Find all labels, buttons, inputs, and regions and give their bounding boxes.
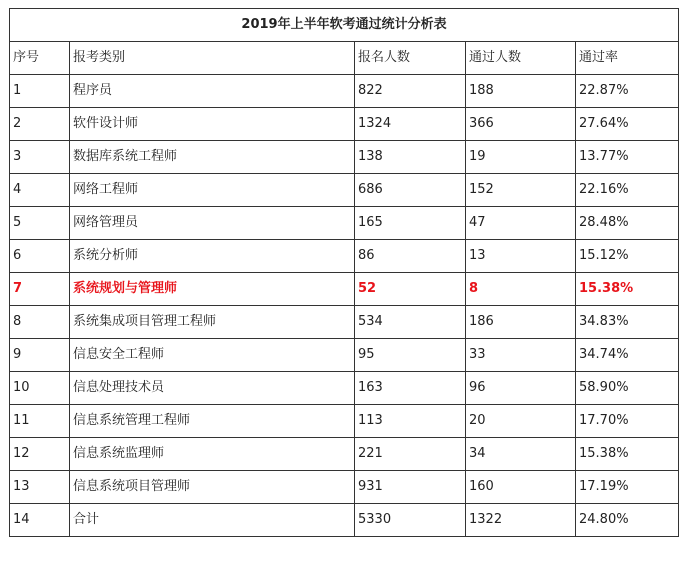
cell-passed: 366 <box>466 108 576 141</box>
cell-pass-rate: 28.48% <box>576 207 679 240</box>
pass-rate-table <box>9 8 679 537</box>
cell-category: 信息处理技术员 <box>70 372 355 405</box>
cell-index: 1 <box>10 75 70 108</box>
cell-applicants: 686 <box>355 174 466 207</box>
table-row-highlighted <box>10 273 679 306</box>
cell-applicants: 86 <box>355 240 466 273</box>
cell-category: 信息系统项目管理师 <box>70 471 355 504</box>
cell-passed: 152 <box>466 174 576 207</box>
cell-applicants: 221 <box>355 438 466 471</box>
table-row <box>10 405 679 438</box>
table-row <box>10 372 679 405</box>
cell-category: 信息系统监理师 <box>70 438 355 471</box>
cell-pass-rate: 34.74% <box>576 339 679 372</box>
stats-table-container <box>9 8 678 537</box>
cell-index: 8 <box>10 306 70 339</box>
cell-category: 网络管理员 <box>70 207 355 240</box>
cell-index: 7 <box>10 273 70 306</box>
cell-index: 11 <box>10 405 70 438</box>
cell-pass-rate: 34.83% <box>576 306 679 339</box>
header-index: 序号 <box>10 42 70 75</box>
table-row <box>10 207 679 240</box>
cell-passed: 188 <box>466 75 576 108</box>
cell-category: 系统分析师 <box>70 240 355 273</box>
cell-passed: 1322 <box>466 504 576 537</box>
cell-pass-rate: 58.90% <box>576 372 679 405</box>
cell-applicants: 5330 <box>355 504 466 537</box>
cell-index: 12 <box>10 438 70 471</box>
cell-category: 合计 <box>70 504 355 537</box>
cell-applicants: 138 <box>355 141 466 174</box>
cell-index: 10 <box>10 372 70 405</box>
cell-category: 信息系统管理工程师 <box>70 405 355 438</box>
cell-index: 2 <box>10 108 70 141</box>
cell-pass-rate: 24.80% <box>576 504 679 537</box>
table-row <box>10 240 679 273</box>
cell-index: 4 <box>10 174 70 207</box>
table-row <box>10 75 679 108</box>
cell-applicants: 52 <box>355 273 466 306</box>
table-row <box>10 438 679 471</box>
cell-applicants: 534 <box>355 306 466 339</box>
table-row <box>10 339 679 372</box>
cell-passed: 13 <box>466 240 576 273</box>
cell-applicants: 163 <box>355 372 466 405</box>
cell-pass-rate: 17.70% <box>576 405 679 438</box>
cell-pass-rate: 22.16% <box>576 174 679 207</box>
header-row <box>10 42 679 75</box>
cell-applicants: 113 <box>355 405 466 438</box>
cell-applicants: 1324 <box>355 108 466 141</box>
cell-passed: 8 <box>466 273 576 306</box>
cell-category: 数据库系统工程师 <box>70 141 355 174</box>
cell-pass-rate: 15.38% <box>576 273 679 306</box>
table-row <box>10 471 679 504</box>
cell-category: 系统集成项目管理工程师 <box>70 306 355 339</box>
cell-passed: 186 <box>466 306 576 339</box>
cell-applicants: 931 <box>355 471 466 504</box>
header-applicants: 报名人数 <box>355 42 466 75</box>
cell-applicants: 822 <box>355 75 466 108</box>
header-passed: 通过人数 <box>466 42 576 75</box>
cell-pass-rate: 17.19% <box>576 471 679 504</box>
table-row <box>10 108 679 141</box>
cell-index: 6 <box>10 240 70 273</box>
cell-pass-rate: 27.64% <box>576 108 679 141</box>
cell-passed: 20 <box>466 405 576 438</box>
cell-applicants: 165 <box>355 207 466 240</box>
title-row <box>10 9 679 42</box>
table-row <box>10 306 679 339</box>
cell-category: 系统规划与管理师 <box>70 273 355 306</box>
table-row <box>10 174 679 207</box>
cell-index: 5 <box>10 207 70 240</box>
cell-pass-rate: 15.12% <box>576 240 679 273</box>
cell-passed: 47 <box>466 207 576 240</box>
cell-index: 3 <box>10 141 70 174</box>
table-title: 2019年上半年软考通过统计分析表 <box>10 9 679 42</box>
cell-category: 信息安全工程师 <box>70 339 355 372</box>
cell-index: 14 <box>10 504 70 537</box>
cell-pass-rate: 13.77% <box>576 141 679 174</box>
cell-passed: 160 <box>466 471 576 504</box>
cell-passed: 19 <box>466 141 576 174</box>
cell-passed: 34 <box>466 438 576 471</box>
cell-category: 网络工程师 <box>70 174 355 207</box>
cell-index: 9 <box>10 339 70 372</box>
table-row <box>10 141 679 174</box>
cell-index: 13 <box>10 471 70 504</box>
cell-category: 程序员 <box>70 75 355 108</box>
cell-pass-rate: 15.38% <box>576 438 679 471</box>
header-pass-rate: 通过率 <box>576 42 679 75</box>
cell-passed: 33 <box>466 339 576 372</box>
cell-passed: 96 <box>466 372 576 405</box>
header-category: 报考类别 <box>70 42 355 75</box>
cell-pass-rate: 22.87% <box>576 75 679 108</box>
cell-applicants: 95 <box>355 339 466 372</box>
table-row-total <box>10 504 679 537</box>
cell-category: 软件设计师 <box>70 108 355 141</box>
